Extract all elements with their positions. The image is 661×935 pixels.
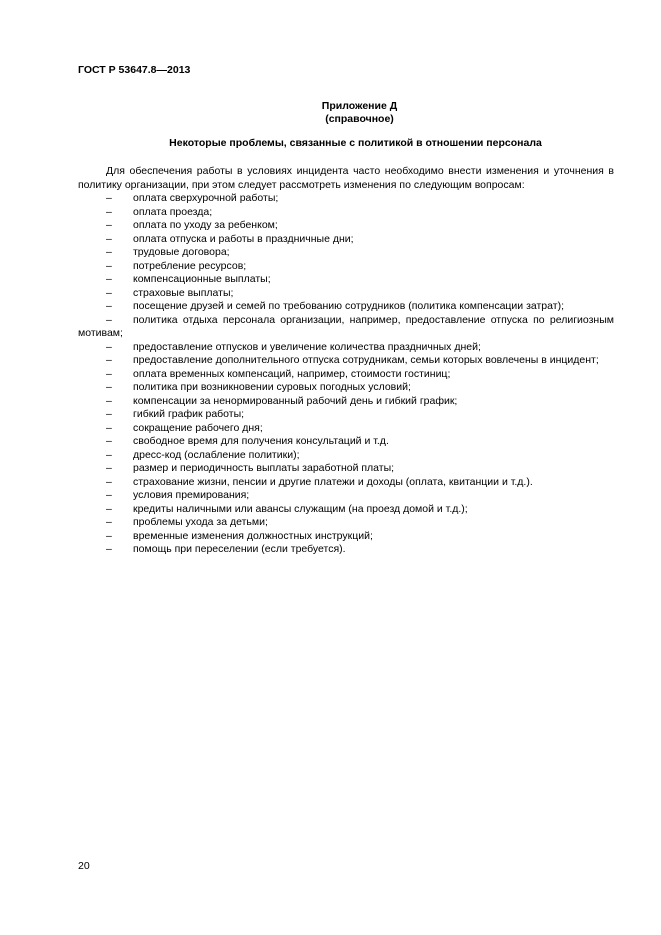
dash-bullet: – (106, 516, 112, 528)
list-item-text: политика при возникновении суровых погодных условий; (133, 381, 411, 393)
dash-bullet: – (106, 408, 112, 420)
list-item-text: оплата сверхурочной работы; (133, 192, 279, 204)
list-item-text: оплата отпуска и работы в праздничные дни; (133, 232, 354, 245)
list-item-text: предоставление дополнительного отпуска сотрудникам, семьи которых вовлечены в инцидент; (133, 354, 599, 366)
list-item-text: проблемы ухода за детьми; (133, 516, 268, 528)
list-item-text: условия премирования; (133, 489, 250, 501)
list-item (78, 395, 614, 409)
list-item-text: предоставление отпусков и увеличение количества праздничных дней; (133, 340, 481, 353)
list-item (78, 206, 614, 220)
appendix-heading (0, 100, 661, 126)
document-code: ГОСТ Р 53647.8—2013 (78, 64, 191, 76)
list-item-text: временные изменения должностных инструкций; (133, 529, 373, 542)
list-item (78, 435, 614, 449)
list-item (78, 287, 614, 301)
list-item (78, 449, 614, 463)
list-item (78, 314, 614, 341)
appendix-title: Приложение Д (321, 100, 398, 112)
list-item-text: сокращение рабочего дня; (133, 421, 263, 434)
dash-bullet: – (106, 462, 112, 474)
dash-bullet: – (106, 475, 112, 488)
list-item (78, 462, 614, 476)
dash-bullet: – (106, 300, 112, 312)
dash-bullet: – (106, 205, 112, 218)
list-item (78, 246, 614, 260)
dash-bullet: – (106, 529, 112, 542)
list-item-text: страховые выплаты; (133, 286, 234, 299)
issues-list (78, 192, 614, 557)
list-item-text: оплата проезда; (133, 205, 213, 218)
list-item-text: гибкий график работы; (133, 408, 245, 420)
list-item (78, 516, 614, 530)
dash-bullet: – (106, 435, 112, 447)
dash-bullet: – (106, 502, 112, 515)
list-item (78, 503, 614, 517)
page-number: 20 (78, 860, 90, 872)
list-item (78, 381, 614, 395)
appendix-subtitle: (справочное) (325, 113, 394, 125)
dash-bullet: – (106, 394, 112, 407)
list-item-text: политика отдыха персонала организации, например, предоставление отпуска по религиозным мотивам; (78, 313, 614, 339)
section-title: Некоторые проблемы, связанные с политикой в отношении персонала (169, 137, 542, 149)
dash-bullet: – (106, 354, 112, 366)
list-item-text: компенсации за ненормированный рабочий день и гибкий график; (133, 394, 458, 407)
list-item (78, 219, 614, 233)
list-item (78, 368, 614, 382)
dash-bullet: – (106, 219, 112, 231)
dash-bullet: – (106, 259, 112, 272)
dash-bullet: – (106, 340, 112, 353)
list-item-text: свободное время для получения консультаций и т.д. (133, 435, 389, 447)
list-item-text: посещение друзей и семей по требованию сотрудников (политика компенсации затрат); (133, 300, 564, 312)
list-item (78, 260, 614, 274)
list-item (78, 341, 614, 355)
list-item (78, 233, 614, 247)
list-item-text: трудовые договора; (133, 246, 230, 258)
list-item (78, 422, 614, 436)
list-item-text: оплата временных компенсаций, например, стоимости гостиниц; (133, 367, 451, 380)
list-item-text: потребление ресурсов; (133, 259, 247, 272)
list-item (78, 543, 614, 557)
list-item-text: страхование жизни, пенсии и другие платежи и доходы (оплата, квитанции и т.д.). (133, 475, 533, 488)
list-item (78, 476, 614, 490)
list-item-text: помощь при переселении (если требуется). (133, 543, 346, 555)
dash-bullet: – (106, 286, 112, 299)
list-item-text: размер и периодичность выплаты заработной платы; (133, 462, 395, 474)
list-item (78, 273, 614, 287)
dash-bullet: – (106, 381, 112, 393)
list-item-text: оплата по уходу за ребенком; (133, 219, 278, 231)
list-item (78, 192, 614, 206)
list-item (78, 408, 614, 422)
dash-bullet: – (106, 192, 112, 204)
list-item-text: компенсационные выплаты; (133, 273, 271, 285)
list-item (78, 300, 614, 314)
dash-bullet: – (106, 313, 112, 326)
list-item (78, 354, 614, 368)
document-body (78, 165, 614, 557)
list-item (78, 489, 614, 503)
dash-bullet: – (106, 232, 112, 245)
intro-paragraph: Для обеспечения работы в условиях инцидента часто необходимо внести изменения и уточнения в политику организации, при этом следует рассмотреть изменения по следующим вопросам: (78, 165, 614, 191)
list-item-text: дресс-код (ослабление политики); (133, 448, 300, 461)
dash-bullet: – (106, 448, 112, 461)
dash-bullet: – (106, 367, 112, 380)
dash-bullet: – (106, 489, 112, 501)
list-item-text: кредиты наличными или авансы служащим (на проезд домой и т.д.); (133, 502, 468, 515)
dash-bullet: – (106, 246, 112, 258)
list-item (78, 530, 614, 544)
dash-bullet: – (106, 273, 112, 285)
dash-bullet: – (106, 421, 112, 434)
dash-bullet: – (106, 543, 112, 555)
